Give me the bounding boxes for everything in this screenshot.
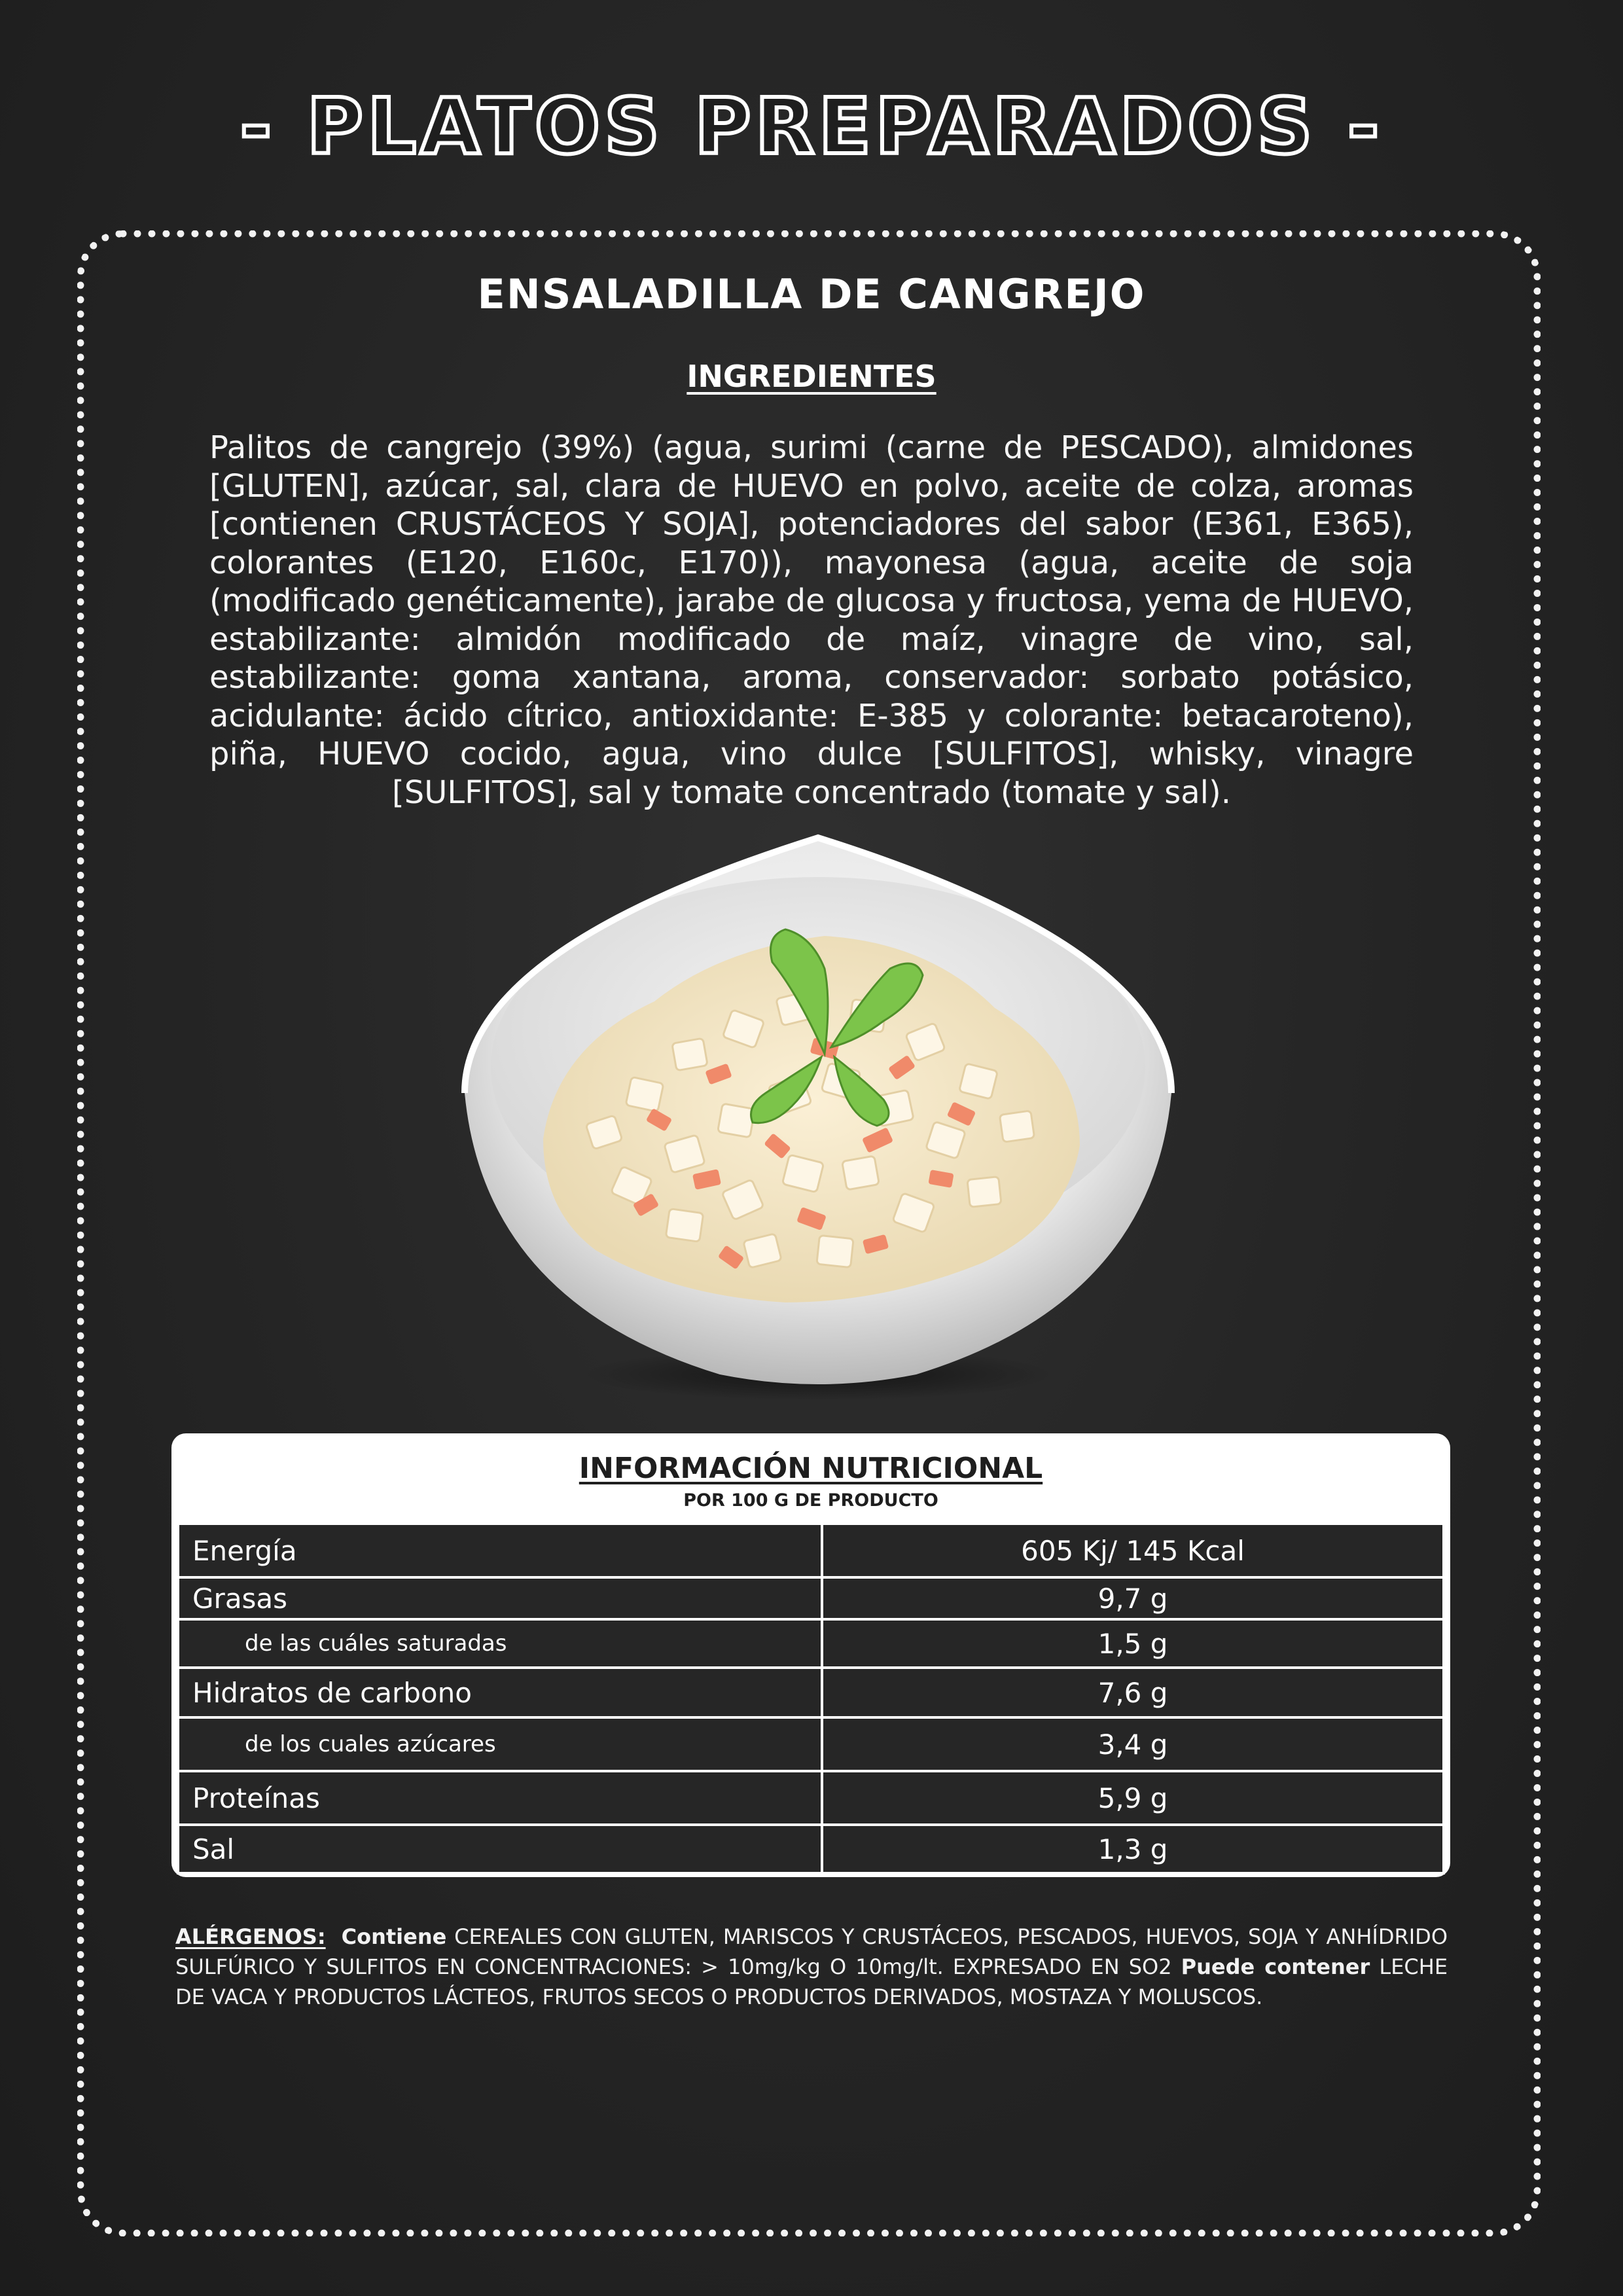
nutrient-value: 9,7 g xyxy=(822,1577,1444,1619)
nutrition-title: INFORMACIÓN NUTRICIONAL xyxy=(579,1452,1043,1485)
salad-bowl-image xyxy=(458,831,1178,1407)
nutrition-subtitle: POR 100 G DE PRODUCTO xyxy=(683,1490,938,1511)
table-row xyxy=(178,1668,1444,1717)
nutrient-value: 3,4 g xyxy=(822,1717,1444,1771)
table-row xyxy=(178,1524,1444,1577)
table-row xyxy=(178,1619,1444,1668)
nutrient-label: Grasas xyxy=(178,1577,822,1619)
nutrient-label: Proteínas xyxy=(178,1771,822,1825)
nutrition-table xyxy=(177,1522,1445,1874)
ingredients-heading: INGREDIENTES xyxy=(687,359,936,394)
table-row xyxy=(178,1825,1444,1873)
contains-text: CEREALES CON GLUTEN, MARISCOS Y CRUSTÁCEOS, PESCADOS, HUEVOS, SOJA Y ANHÍDRIDO SULFÚRICO Y SULFITOS EN CONCENTRACIONES: > 10mg/kg O 10mg/lt. EXPRESADO EN SO2 xyxy=(175,1924,1448,1979)
nutrient-label: Sal xyxy=(178,1825,822,1873)
nutrition-facts-panel xyxy=(171,1433,1450,1877)
nutrient-label: de las cuáles saturadas xyxy=(178,1619,822,1668)
may-contain-text: LECHE DE VACA Y PRODUCTOS LÁCTEOS, FRUTOS SECOS O PRODUCTOS DERIVADOS, MOSTAZA Y MOLUSCOS. xyxy=(175,1954,1448,2009)
dish-title: ENSALADILLA DE CANGREJO xyxy=(477,270,1146,318)
allergens-notice xyxy=(175,1922,1448,2012)
nutrient-value: 1,3 g xyxy=(822,1825,1444,1873)
table-row xyxy=(178,1717,1444,1771)
nutrient-label: Hidratos de carbono xyxy=(178,1668,822,1717)
nutrient-label: de los cuales azúcares xyxy=(178,1717,822,1771)
nutrient-value: 5,9 g xyxy=(822,1771,1444,1825)
allergens-label: ALÉRGENOS: xyxy=(175,1924,326,1949)
nutrient-value: 7,6 g xyxy=(822,1668,1444,1717)
table-row xyxy=(178,1577,1444,1619)
ingredients-text: Palitos de cangrejo (39%) (agua, surimi (carne de PESCADO), almidones [GLUTEN], azúcar, sal, clara de HUEVO en polvo, aceite de colza, aromas [contienen CRUSTÁCEOS Y SOJA], potenciadores del sabor (E361, E365), colorantes (E120, E160c, E170)), mayonesa (agua, aceite de soja (modificado genéticamente), jarabe de glucosa y fructosa, yema de HUEVO, estabilizante: almidón modificado de maíz, vinagre de vino, sal, estabilizante: goma xantana, aroma, conservador: sorbato potásico, acidulante: ácido cítrico, antioxidante: E-385 y colorante: betacaroteno), piña, HUEVO cocido, agua, vino dulce [SULFITOS], whisky, vinagre [SULFITOS], sal y tomate concentrado (tomate y sal). xyxy=(209,429,1414,811)
table-row xyxy=(178,1771,1444,1825)
nutrient-value: 605 Kj/ 145 Kcal xyxy=(822,1524,1444,1577)
page-title: - PLATOS PREPARADOS - xyxy=(240,81,1383,171)
contains-label: Contiene xyxy=(341,1924,447,1949)
nutrient-value: 1,5 g xyxy=(822,1619,1444,1668)
may-contain-label: Puede contener xyxy=(1181,1954,1370,1979)
nutrient-label: Energía xyxy=(178,1524,822,1577)
